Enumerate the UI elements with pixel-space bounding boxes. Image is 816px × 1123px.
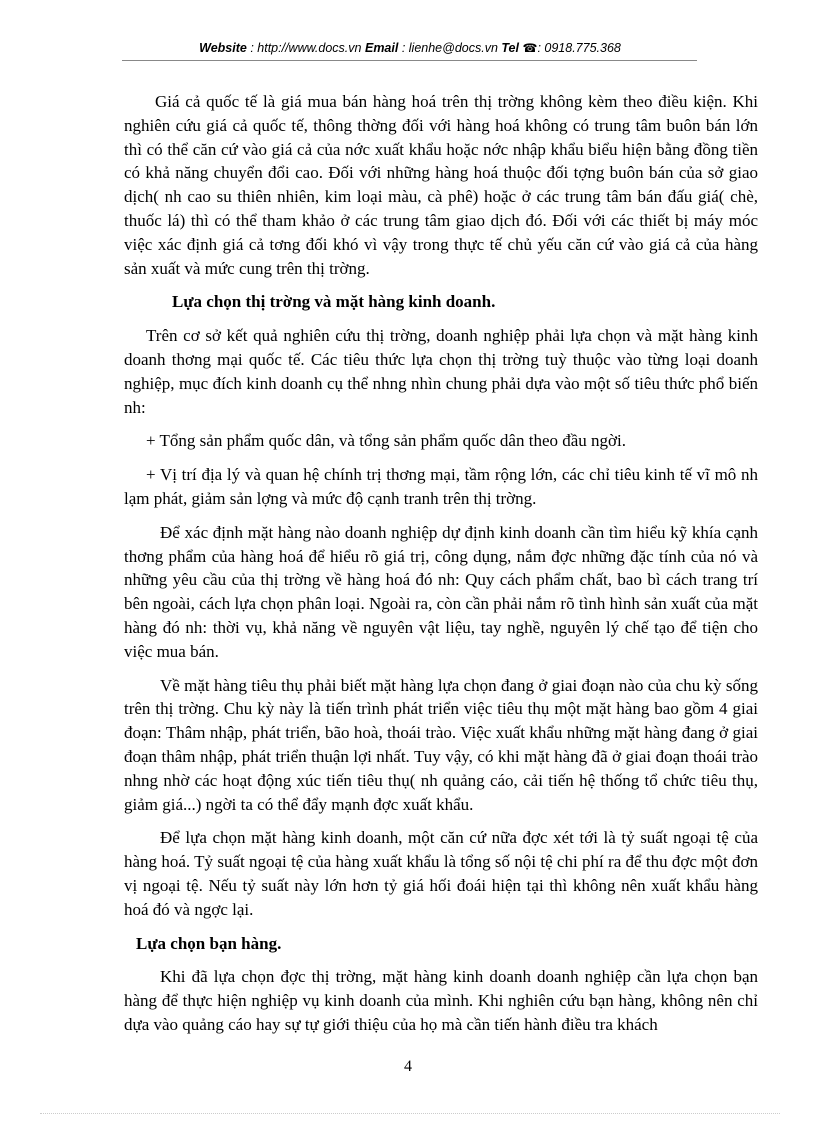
paragraph-selection-criteria: Trên cơ sở kết quả nghiên cứu thị trờng, doanh nghiệp phải lựa chọn và mặt hàng kinh doanh thơng mại quốc tế. Các tiêu thức lựa chọn thị trờng tuỳ thuộc vào từng loại doanh nghiệp, mục đích kinh doanh cụ thể nhng nhìn chung phải dựa vào một số tiêu thức phổ biến nh:: [124, 326, 758, 417]
paragraph-international-price: Giá cả quốc tế là giá mua bán hàng hoá trên thị trờng không kèm theo điều kiện. Khi nghiên cứu giá cả quốc tế, thông thờng đối với hàng hoá không có trung tâm buôn bán lớn thì có thể căn cứ vào giá cả của nớc xuất khẩu hoặc nớc nhập khẩu biểu hiện bằng đồng tiền có khả năng chuyển đổi cao. Đối với những hàng hoá thuộc đối tợng buôn bán của sở giao dịch( nh cao su thiên nhiên, kim loại màu, cà phê) hoặc ở các trung tâm bán đấu giá( chè, thuốc lá) thì có thể tham khảo ở các trung tâm giao dịch đó. Đối với các thiết bị máy móc việc xác định giá cả tơng đối khó vì vậy trong thực tế chủ yếu căn cứ vào giá cả của hàng sản xuất và mức cung trên thị trờng.: [124, 92, 758, 278]
document-body: [124, 90, 758, 1047]
paragraph-exchange-rate: Để lựa chọn mặt hàng kinh doanh, một căn cứ nữa đợc xét tới là tỷ suất ngoại tệ của hàng hoá. Tỷ suất ngoại tệ của hàng xuất khẩu là tổng số nội tệ chi phí ra để thu đợc một đơn vị ngoại tệ. Nếu tỷ suất này lớn hơn tỷ giá hối đoái hiện tại thì không nên xuất khẩu hàng hoá đó và ngợc lại.: [124, 828, 758, 919]
email-label: Email: [364, 41, 399, 55]
header-divider: [122, 60, 697, 61]
page-number: 4: [404, 1058, 412, 1075]
heading-partner-selection: Lựa chọn bạn hàng.: [136, 933, 282, 953]
website-label: Website: [199, 41, 247, 55]
website-value: : http://www.docs.vn: [250, 41, 362, 55]
paragraph-product-lifecycle: Về mặt hàng tiêu thụ phải biết mặt hàng lựa chọn đang ở giai đoạn nào của chu kỳ sống trên thị trờng. Chu kỳ này là tiến trình phát triển việc tiêu thụ một mặt hàng bao gồm 4 giai đoạn: Thâm nhập, phát triển, bão hoà, thoái trào. Việc xuất khẩu những mặt hàng đang ở giai đoạn thâm nhập, phát triển thuận lợi nhất. Tuy vậy, có khi mặt hàng đã ở giai đoạn thoái trào nhng nhờ các hoạt động xúc tiến tiêu thụ( nh quảng cáo, cải tiến hệ thống tổ chức tiêu thụ, giảm giá...) ngời ta có thể đẩy mạnh đợc xuất khẩu.: [124, 675, 758, 814]
tel-label: Tel: [501, 41, 519, 55]
paragraph-partner-study: Khi đã lựa chọn đợc thị trờng, mặt hàng kinh doanh doanh nghiệp cần lựa chọn bạn hàng để thực hiện nghiệp vụ kinh doanh của mình. Khi nghiên cứu bạn hàng, không nên chỉ dựa vào quảng cáo hay sự tự giới thiệu của họ mà cần tiến hành điều tra khách: [124, 967, 758, 1034]
bullet-gdp: + Tổng sản phẩm quốc dân, và tổng sản phẩm quốc dân theo đầu ngời.: [146, 431, 627, 451]
phone-icon: ☎: [522, 41, 538, 55]
bullet-geography: + Vị trí địa lý và quan hệ chính trị thơng mại, tầm rộng lớn, các chỉ tiêu kinh tế vĩ mô nh lạm phát, giảm sản lợng và mức độ cạnh tranh trên thị trờng.: [124, 465, 758, 508]
page-header: [120, 41, 700, 55]
paragraph-product-study: Để xác định mặt hàng nào doanh nghiệp dự định kinh doanh cần tìm hiểu kỹ khía cạnh thơng phẩm của hàng hoá để hiểu rõ giá trị, công dụng, nắm đợc những đặc tính của nó và những yêu cầu của thị trờng về hàng hoá đó nh: Quy cách phẩm chất, bao bì cách trang trí bên ngoài, cách lựa chọn phân loại. Ngoài ra, còn cần phải nắm rõ tình hình sản xuất của mặt hàng đó nh: thời vụ, khả năng về nguyên vật liệu, tay nghề, nguyên lý chế tạo để tiện cho việc mua bán.: [124, 522, 758, 661]
footer-divider: [40, 1113, 780, 1114]
heading-market-selection: Lựa chọn thị trờng và mặt hàng kinh doanh.: [172, 292, 496, 312]
tel-value: : 0918.775.368: [537, 41, 621, 55]
email-value: : lienhe@docs.vn: [401, 41, 498, 55]
